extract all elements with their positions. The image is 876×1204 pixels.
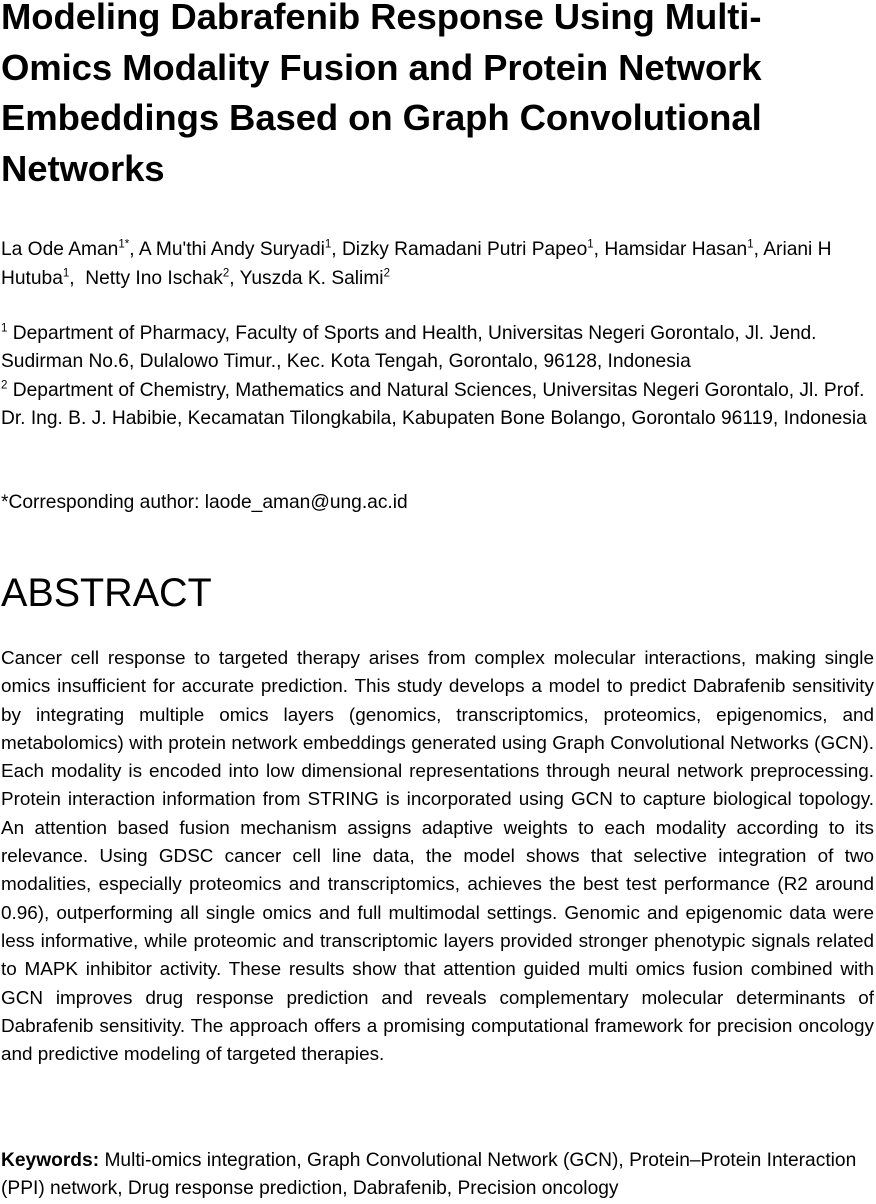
author-separator: ,: [753, 239, 764, 260]
paper-title: Modeling Dabrafenib Response Using Multi-Omics Modality Fusion and Protein Network Embeddings Based on Graph Convolutional Networks: [1, 0, 762, 189]
affiliation: [1, 320, 873, 377]
author-affiliation-mark: 2: [222, 267, 230, 280]
author-separator: ,: [129, 239, 139, 260]
author-name: Ariani H Hutuba: [1, 239, 832, 289]
keywords-text: Multi-omics integration, Graph Convolutional Network (GCN), Protein–Protein Interaction (PPI) network, Drug response prediction, Dabrafenib, Precision oncology: [1, 1150, 857, 1200]
author-affiliation-mark: 1: [747, 238, 754, 251]
author: [85, 268, 239, 289]
author-name: Netty Ino Ischak: [85, 267, 223, 289]
author-separator: ,: [593, 239, 605, 260]
author-name: Dizky Ramadani Putri Papeo: [341, 239, 588, 260]
affiliation: [1, 377, 873, 434]
author-name: La Ode Aman: [1, 239, 119, 260]
author-separator: ,: [331, 239, 342, 260]
author-separator: ,: [69, 267, 86, 289]
author-list: [1, 236, 873, 293]
author-name: A Mu'thi Andy Suryadi: [138, 239, 325, 260]
author: [240, 268, 390, 289]
affiliation-number: 2: [1, 379, 8, 392]
author-name: Hamsidar Hasan: [604, 239, 748, 260]
author-affiliation-mark: 1: [587, 238, 594, 251]
abstract-heading: ABSTRACT: [1, 571, 212, 615]
affiliation-text: Department of Chemistry, Mathematics and Natural Sciences, Universitas Negeri Gorontalo, Jl. Prof. Dr. Ing. B. J. Habibie, Kecamatan Tilongkabila, Kabupaten Bone Bolango, Gorontalo 96119, Indonesia: [1, 379, 867, 429]
abstract-text: Cancer cell response to targeted therapy arises from complex molecular interactions, making single omics insufficient for accurate prediction. This study develops a model to predict Dabrafenib sensitivity by integrating multiple omics layers (genomics, transcriptomics, proteomics, epigenomics, and metabolomics) with protein network embeddings generated using Graph Convolutional Networks (GCN). Each modality is encoded into low dimensional representations through neural network preprocessing. Protein interaction information from STRING is incorporated using GCN to capture biological topology. An attention based fusion mechanism assigns adaptive weights to each modality according to its relevance. Using GDSC cancer cell line data, the model shows that selective integration of two modalities, especially proteomics and transcriptomics, achieves the best test performance (R2 around 0.96), outperforming all single omics and full multimodal settings. Genomic and epigenomic data were less informative, while proteomic and transcriptomic layers provided stronger phenotypic signals related to MAPK inhibitor activity. These results show that attention guided multi omics fusion combined with GCN improves drug response prediction and reveals complementary molecular determinants of Dabrafenib sensitivity. The approach offers a promising computational framework for precision oncology and predictive modeling of targeted therapies.: [1, 648, 874, 1066]
affiliation-list: [1, 320, 873, 433]
author: [139, 239, 342, 260]
keywords-label: Keywords:: [1, 1150, 100, 1171]
author-name: Yuszda K. Salimi: [239, 267, 384, 289]
keywords: [1, 1147, 873, 1204]
corresponding-author: *Corresponding author: laode_aman@ung.ac.id: [1, 492, 408, 513]
author: [1, 239, 139, 260]
author-affiliation-mark: 1: [324, 238, 332, 251]
affiliation-text: Department of Pharmacy, Faculty of Sports and Health, Universitas Negeri Gorontalo, Jl. Jend. Sudirman No.6, Dulalowo Timur., Kec. Kota Tengah, Gorontalo, 96128, Indonesia: [1, 323, 817, 373]
author-affiliation-mark: 2: [383, 267, 390, 280]
author-affiliation-mark: 1*: [118, 238, 130, 251]
author-separator: ,: [229, 267, 240, 289]
author: [342, 239, 604, 260]
affiliation-number: 1: [1, 322, 8, 335]
author-affiliation-mark: 1: [62, 267, 70, 280]
author: [604, 239, 763, 260]
